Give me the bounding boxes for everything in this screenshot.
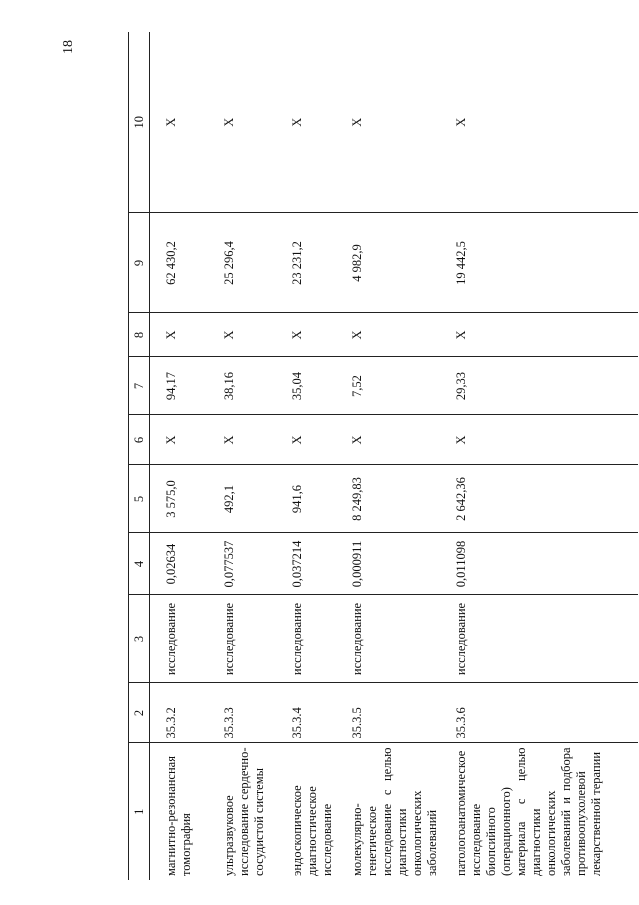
page-number: 18 — [61, 40, 76, 54]
cell-col10: X — [208, 32, 276, 213]
cell-col8: X — [276, 313, 336, 357]
column-header: 3 — [129, 595, 150, 683]
cell-col10: X — [150, 32, 209, 213]
cell-col5: 941,6 — [276, 465, 336, 533]
table-row — [150, 32, 209, 880]
row-name: магнитно-резонансная томография — [164, 756, 193, 876]
cell-col9: 62 430,2 — [150, 213, 209, 313]
column-header: 1 — [129, 743, 150, 880]
cell-col7: 29,33 — [440, 357, 638, 415]
cell-col6: X — [150, 415, 209, 465]
cell-col7: 35,04 — [276, 357, 336, 415]
table-row — [208, 32, 276, 880]
table-row — [336, 32, 440, 880]
cell-col4: 0,02634 — [150, 533, 209, 595]
row-unit: исследование — [150, 595, 209, 683]
rotated-page — [128, 32, 634, 880]
cell-col7: 94,17 — [150, 357, 209, 415]
row-code: 35.3.4 — [276, 683, 336, 743]
row-unit: исследование — [440, 595, 638, 683]
row-name: молекулярно-генетическое исследование с целью диагностики онкологических заболеваний — [350, 747, 439, 876]
cell-col4: 0,077537 — [208, 533, 276, 595]
cell-col8: X — [336, 313, 440, 357]
row-code: 35.3.6 — [440, 683, 638, 743]
row-unit: исследование — [276, 595, 336, 683]
cell-col6: X — [440, 415, 638, 465]
column-header: 9 — [129, 213, 150, 313]
cell-col8: X — [150, 313, 209, 357]
cell-col5: 492,1 — [208, 465, 276, 533]
column-header: 7 — [129, 357, 150, 415]
row-name: ультразвуковое исследование сердечно-сосудистой системы — [222, 747, 266, 876]
table-row — [276, 32, 336, 880]
cell-col8: X — [208, 313, 276, 357]
column-header: 2 — [129, 683, 150, 743]
cell-col9: 25 296,4 — [208, 213, 276, 313]
cell-col5: 3 575,0 — [150, 465, 209, 533]
cell-col10: X — [440, 32, 638, 213]
cell-col10: X — [336, 32, 440, 213]
cell-col9: 23 231,2 — [276, 213, 336, 313]
cell-col6: X — [336, 415, 440, 465]
row-code: 35.3.2 — [150, 683, 209, 743]
table-row — [440, 32, 638, 880]
row-code: 35.3.3 — [208, 683, 276, 743]
cell-col7: 7,52 — [336, 357, 440, 415]
column-header: 6 — [129, 415, 150, 465]
column-header: 4 — [129, 533, 150, 595]
row-name: эндоскопическое диагностическое исследование — [290, 785, 334, 876]
cell-col6: X — [208, 415, 276, 465]
column-header: 5 — [129, 465, 150, 533]
column-header: 8 — [129, 313, 150, 357]
cell-col4: 0,037214 — [276, 533, 336, 595]
cell-col9: 19 442,5 — [440, 213, 638, 313]
row-unit: исследование — [208, 595, 276, 683]
row-code: 35.3.5 — [336, 683, 440, 743]
cell-col5: 8 249,83 — [336, 465, 440, 533]
cell-col4: 0,000911 — [336, 533, 440, 595]
cell-col9: 4 982,9 — [336, 213, 440, 313]
row-name: патологоанатомическое исследование биопсийного (операционного) материала с целью диагностики онкологических заболеваний и подбора противоопухолевой лекарственной терапии — [454, 747, 603, 876]
header-row — [129, 32, 150, 880]
column-header: 10 — [129, 32, 150, 213]
row-unit: исследование — [336, 595, 440, 683]
cell-col8: X — [440, 313, 638, 357]
cell-col6: X — [276, 415, 336, 465]
cell-col10: X — [276, 32, 336, 213]
cell-col4: 0,011098 — [440, 533, 638, 595]
data-table — [128, 32, 638, 880]
cell-col5: 2 642,36 — [440, 465, 638, 533]
cell-col7: 38,16 — [208, 357, 276, 415]
